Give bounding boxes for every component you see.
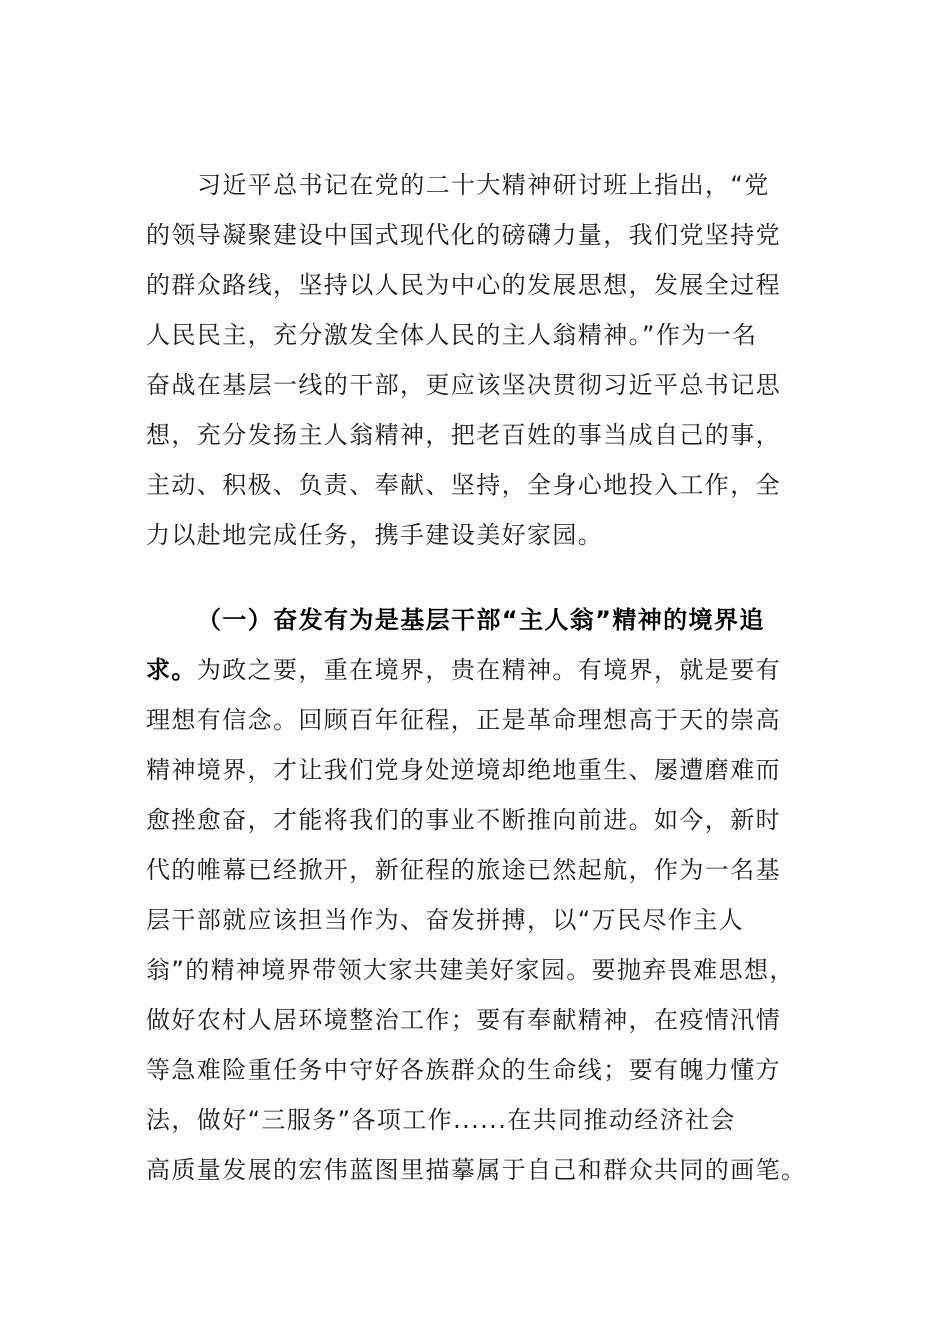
text-line: 主动、积极、负责、奉献、坚持，全身心地投入工作，全 xyxy=(146,471,781,499)
text-line: 等急难险重任务中守好各族群众的生命线；要有魄力懂方 xyxy=(146,1056,781,1084)
text-line: 精神境界，才让我们党身处逆境却绝地重生、屡遭磨难而 xyxy=(146,756,781,784)
text-line xyxy=(146,645,786,695)
paragraph-spacing xyxy=(146,560,786,595)
text-line: 层干部就应该担当作为、奋发拼搏，以“万民尽作主人 xyxy=(146,906,745,934)
text-line: 人民民主，充分激发全体人民的主人翁精神。”作为一名 xyxy=(146,321,758,349)
paragraph-section-one xyxy=(146,595,807,1195)
text-line: 愈挫愈奋，才能将我们的事业不断推向前进。如今，新时 xyxy=(146,806,781,834)
text-line: 的群众路线，坚持以人民为中心的发展思想，发展全过程 xyxy=(146,271,781,299)
text-line: 力以赴地完成任务，携手建设美好家园。 xyxy=(146,521,604,549)
text-line: 高质量发展的宏伟蓝图里描摹属于自己和群众共同的画笔。 xyxy=(146,1156,807,1184)
text-line: 想，充分发扬主人翁精神，把老百姓的事当成自己的事， xyxy=(146,421,781,449)
document-page xyxy=(146,160,807,1195)
text-line: 代的帷幕已经掀开，新征程的旅途已然起航，作为一名基 xyxy=(146,856,781,884)
section-heading-end: 求。 xyxy=(146,656,197,684)
text-line: 翁”的精神境界带领大家共建美好家园。要抛弃畏难思想， xyxy=(146,956,795,984)
text-segment: 为政之要，重在境界，贵在精神。有境界，就是要有 xyxy=(196,656,782,684)
text-line: 理想有信念。回顾百年征程，正是革命理想高于天的崇高 xyxy=(146,706,781,734)
text-line: 的领导凝聚建设中国式现代化的磅礴力量，我们党坚持党 xyxy=(146,221,781,249)
text-line: 奋战在基层一线的干部，更应该坚决贯彻习近平总书记思 xyxy=(146,371,781,399)
section-heading: （一）奋发有为是基层干部“主人翁”精神的境界追 xyxy=(197,606,765,634)
paragraph-intro xyxy=(146,160,786,560)
text-line: 做好农村人居环境整治工作；要有奉献精神，在疫情汛情 xyxy=(146,1006,781,1034)
text-line: 法，做好“三服务”各项工作......在共同推动经济社会 xyxy=(146,1106,736,1134)
text-line: 习近平总书记在党的二十大精神研讨班上指出，“党 xyxy=(197,171,770,199)
